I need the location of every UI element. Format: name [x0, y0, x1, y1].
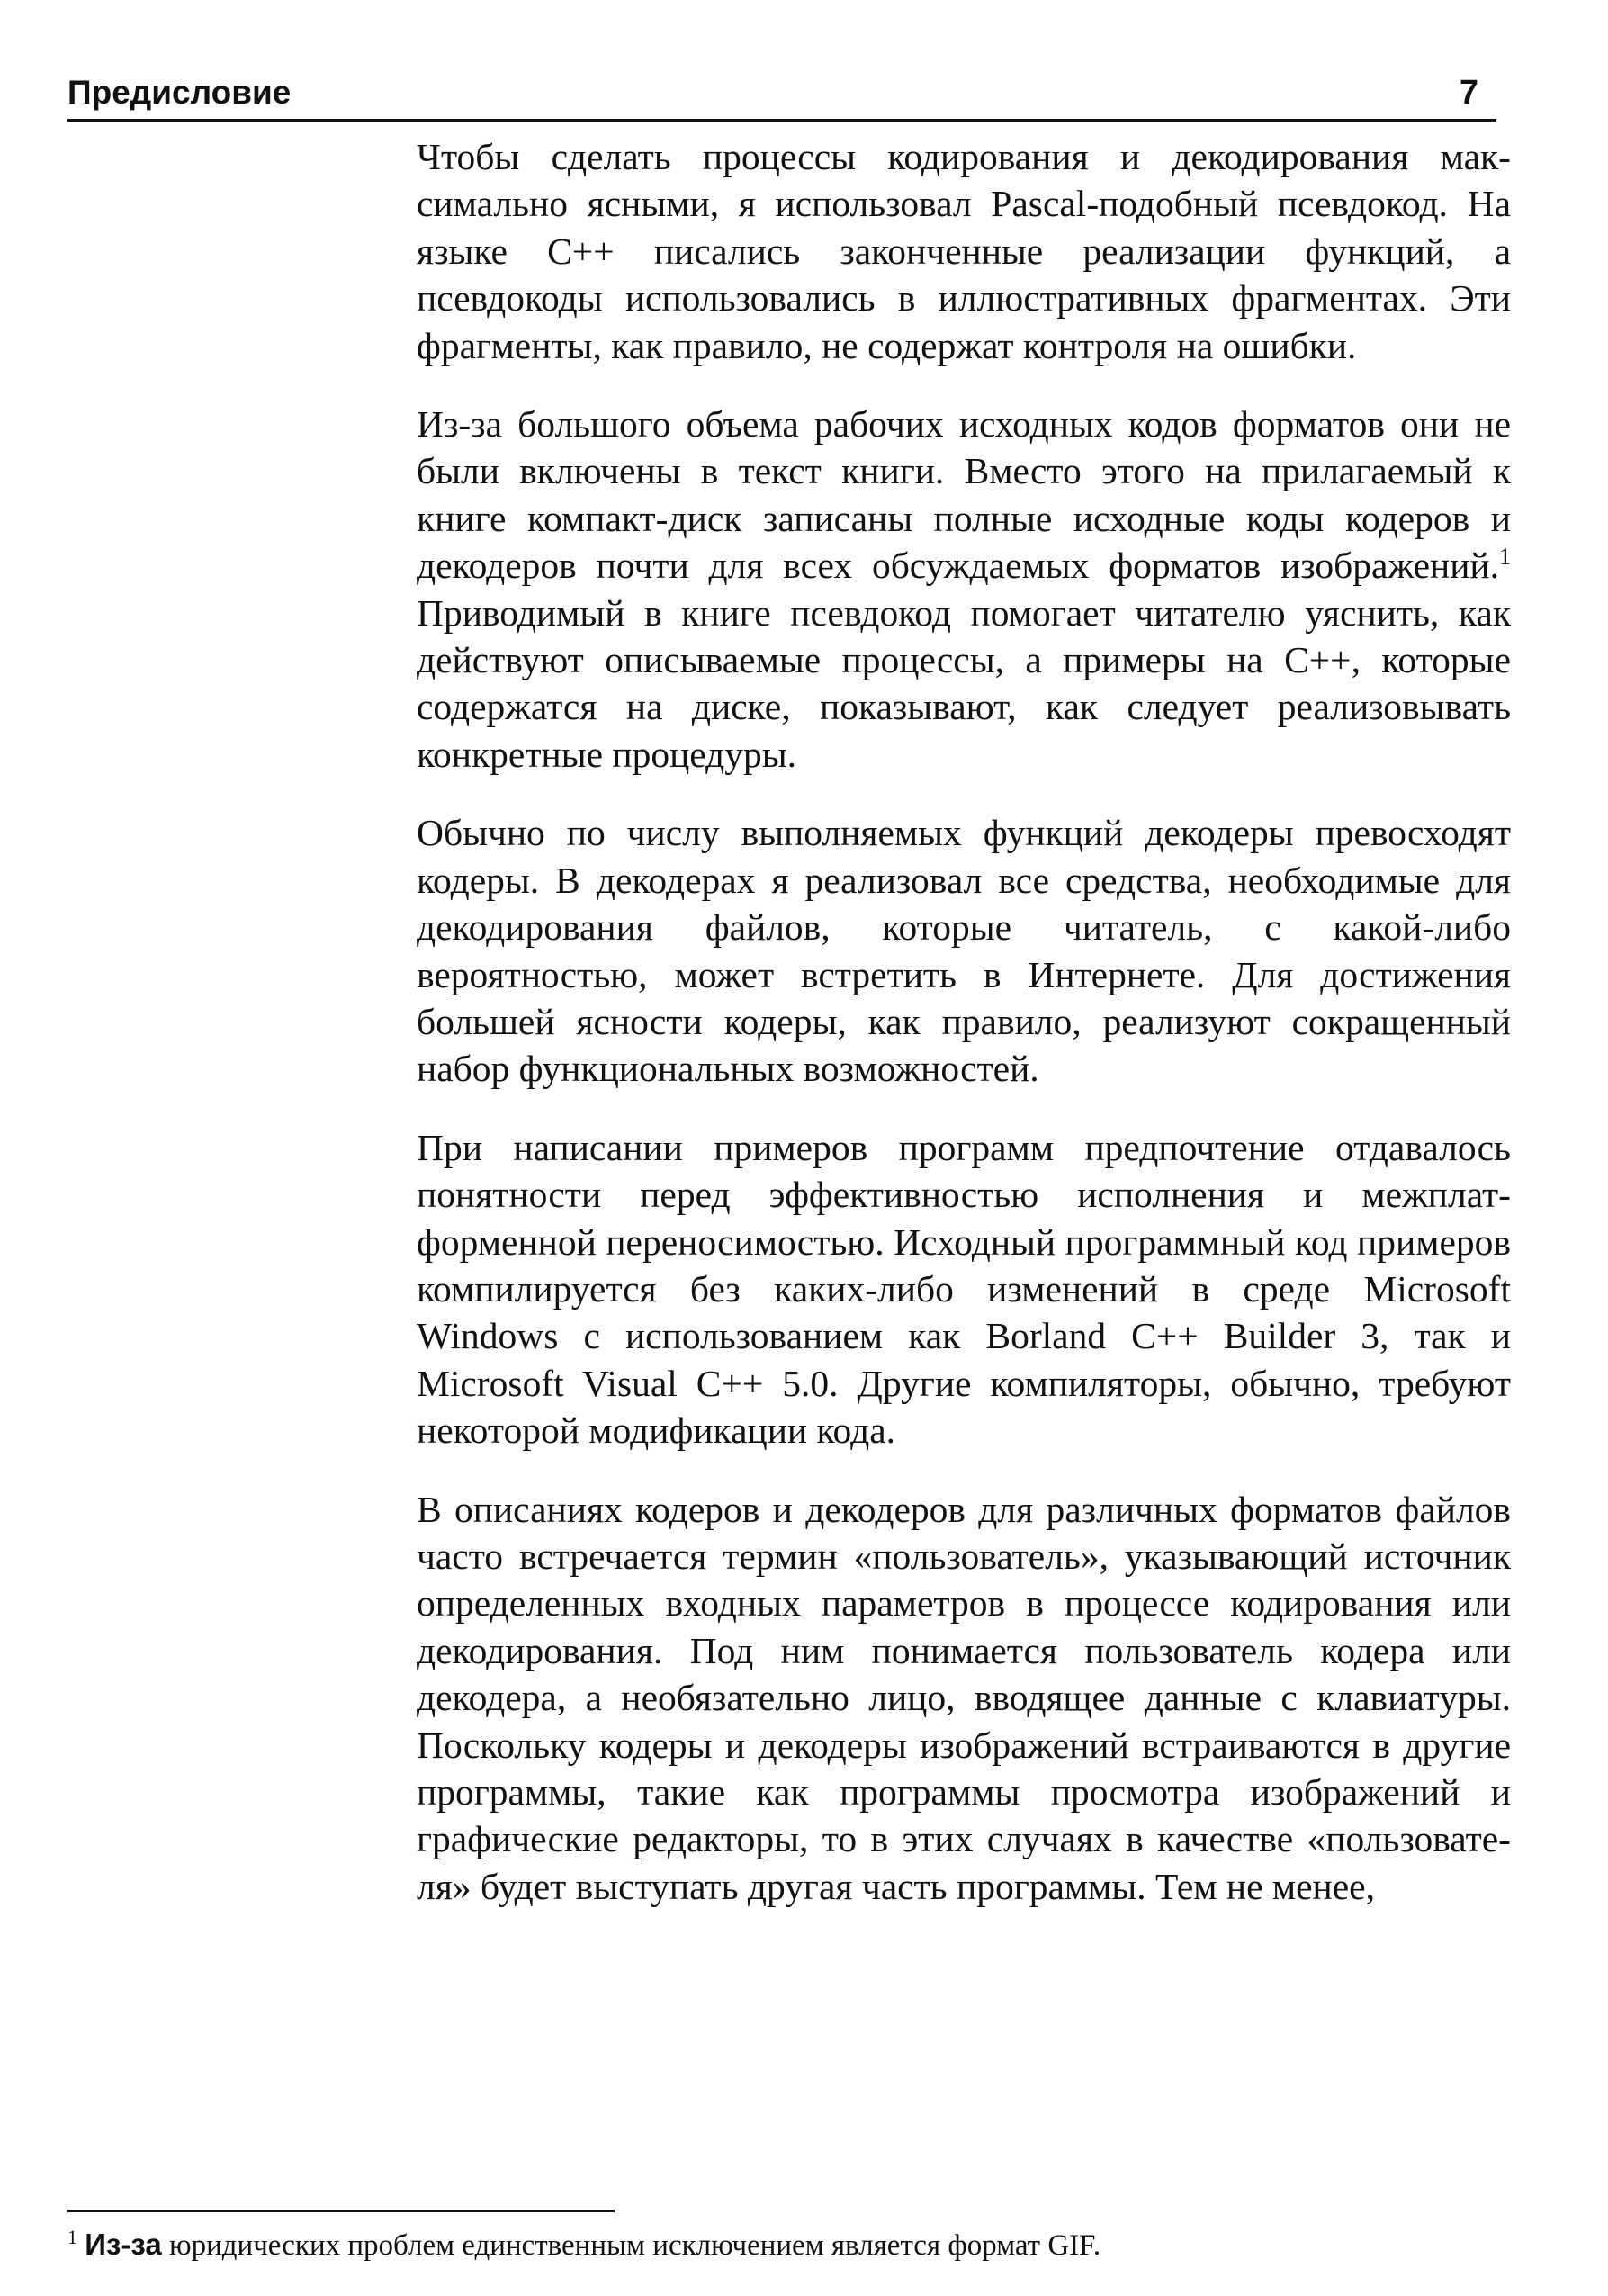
- paragraph-5-text: В описаниях кодеров и декодеров для различных форматов файлов часто встречается термин «пользователь», указывающий источник определенных входных параметров в процессе кодирования или декодирования. Под ним понимается пользователь кодера или декодера, а необязательно лицо, вводящее данные с клавиатуры. Поскольку кодеры и декодеры изображений встраиваются в другие программы, такие как программы просмотра изображений и графические редакторы, то в этих случаях в качестве «пользователя» будет выступать другая часть программы. Тем не менее,: [417, 1488, 1511, 1907]
- chapter-title: Предисловие: [67, 74, 292, 111]
- page-number: 7: [1459, 74, 1478, 112]
- footnote-mark: 1: [67, 2226, 77, 2248]
- footnote: [67, 2227, 1507, 2264]
- paragraph-2-text-b: Приводимый в книге псевдокод помогает читателю уяснить, как действуют описываемые процессы, а примеры на С++, которые содержатся на диске, показывают, как следует реализовывать конкретные процедуры.: [417, 591, 1511, 775]
- paragraph-4-text: При написании примеров программ предпочтение отдавалось понятности перед эффективностью исполнения и межплатформенной переносимостью. Исходный программный код примеров компилируется без каких-либо изменений в среде Microsoft Windows с использованием как Borland С++ Builder 3, так и Microsoft Visual С++ 5.0. Другие компиляторы, обычно, требуют некоторой модификации кода.: [417, 1126, 1511, 1452]
- paragraph-3-text: Обычно по числу выполняемых функций декодеры превосходят кодеры. В декодерах я реализовал все средства, необходимые для декодирования файлов, которые читатель, с какой-либо вероятностью, может встретить в Интернете. Для достижения большей ясности кодеры, как правило, реализуют сокращенный набор функциональных возможностей.: [417, 812, 1511, 1090]
- footnote-reference: 1: [1499, 544, 1511, 571]
- footnote-lead: Из-за: [85, 2228, 162, 2261]
- paragraph-4: [417, 1124, 1511, 1454]
- body-text: [417, 133, 1511, 1941]
- paragraph-3: [417, 809, 1511, 1092]
- paragraph-1: [417, 133, 1511, 369]
- footnote-text: юридических проблем единственным исключением является формат GIF.: [161, 2229, 1101, 2262]
- paragraph-5: [417, 1486, 1511, 1911]
- paragraph-2: [417, 401, 1511, 778]
- paragraph-1-text: Чтобы сделать процессы кодирования и декодирования максимально ясными, я использовал Pascal-подобный псевдокод. На языке С++ писались законченные реализации функций, а псевдокоды использовались в иллюстративных фрагментах. Эти фрагменты, как правило, не содержат контроля на ошибки.: [417, 136, 1511, 366]
- paragraph-2-text-a: Из-за большого объема рабочих исходных кодов форматов они не были включены в текст книги. Вместо этого на прилагаемый к книге компакт-диск записаны полные исходные коды кодеров и декодеров почти для всех обсуждаемых форматов изображений.: [417, 403, 1511, 587]
- running-head: [67, 72, 1496, 122]
- footnote-divider: [67, 2210, 615, 2212]
